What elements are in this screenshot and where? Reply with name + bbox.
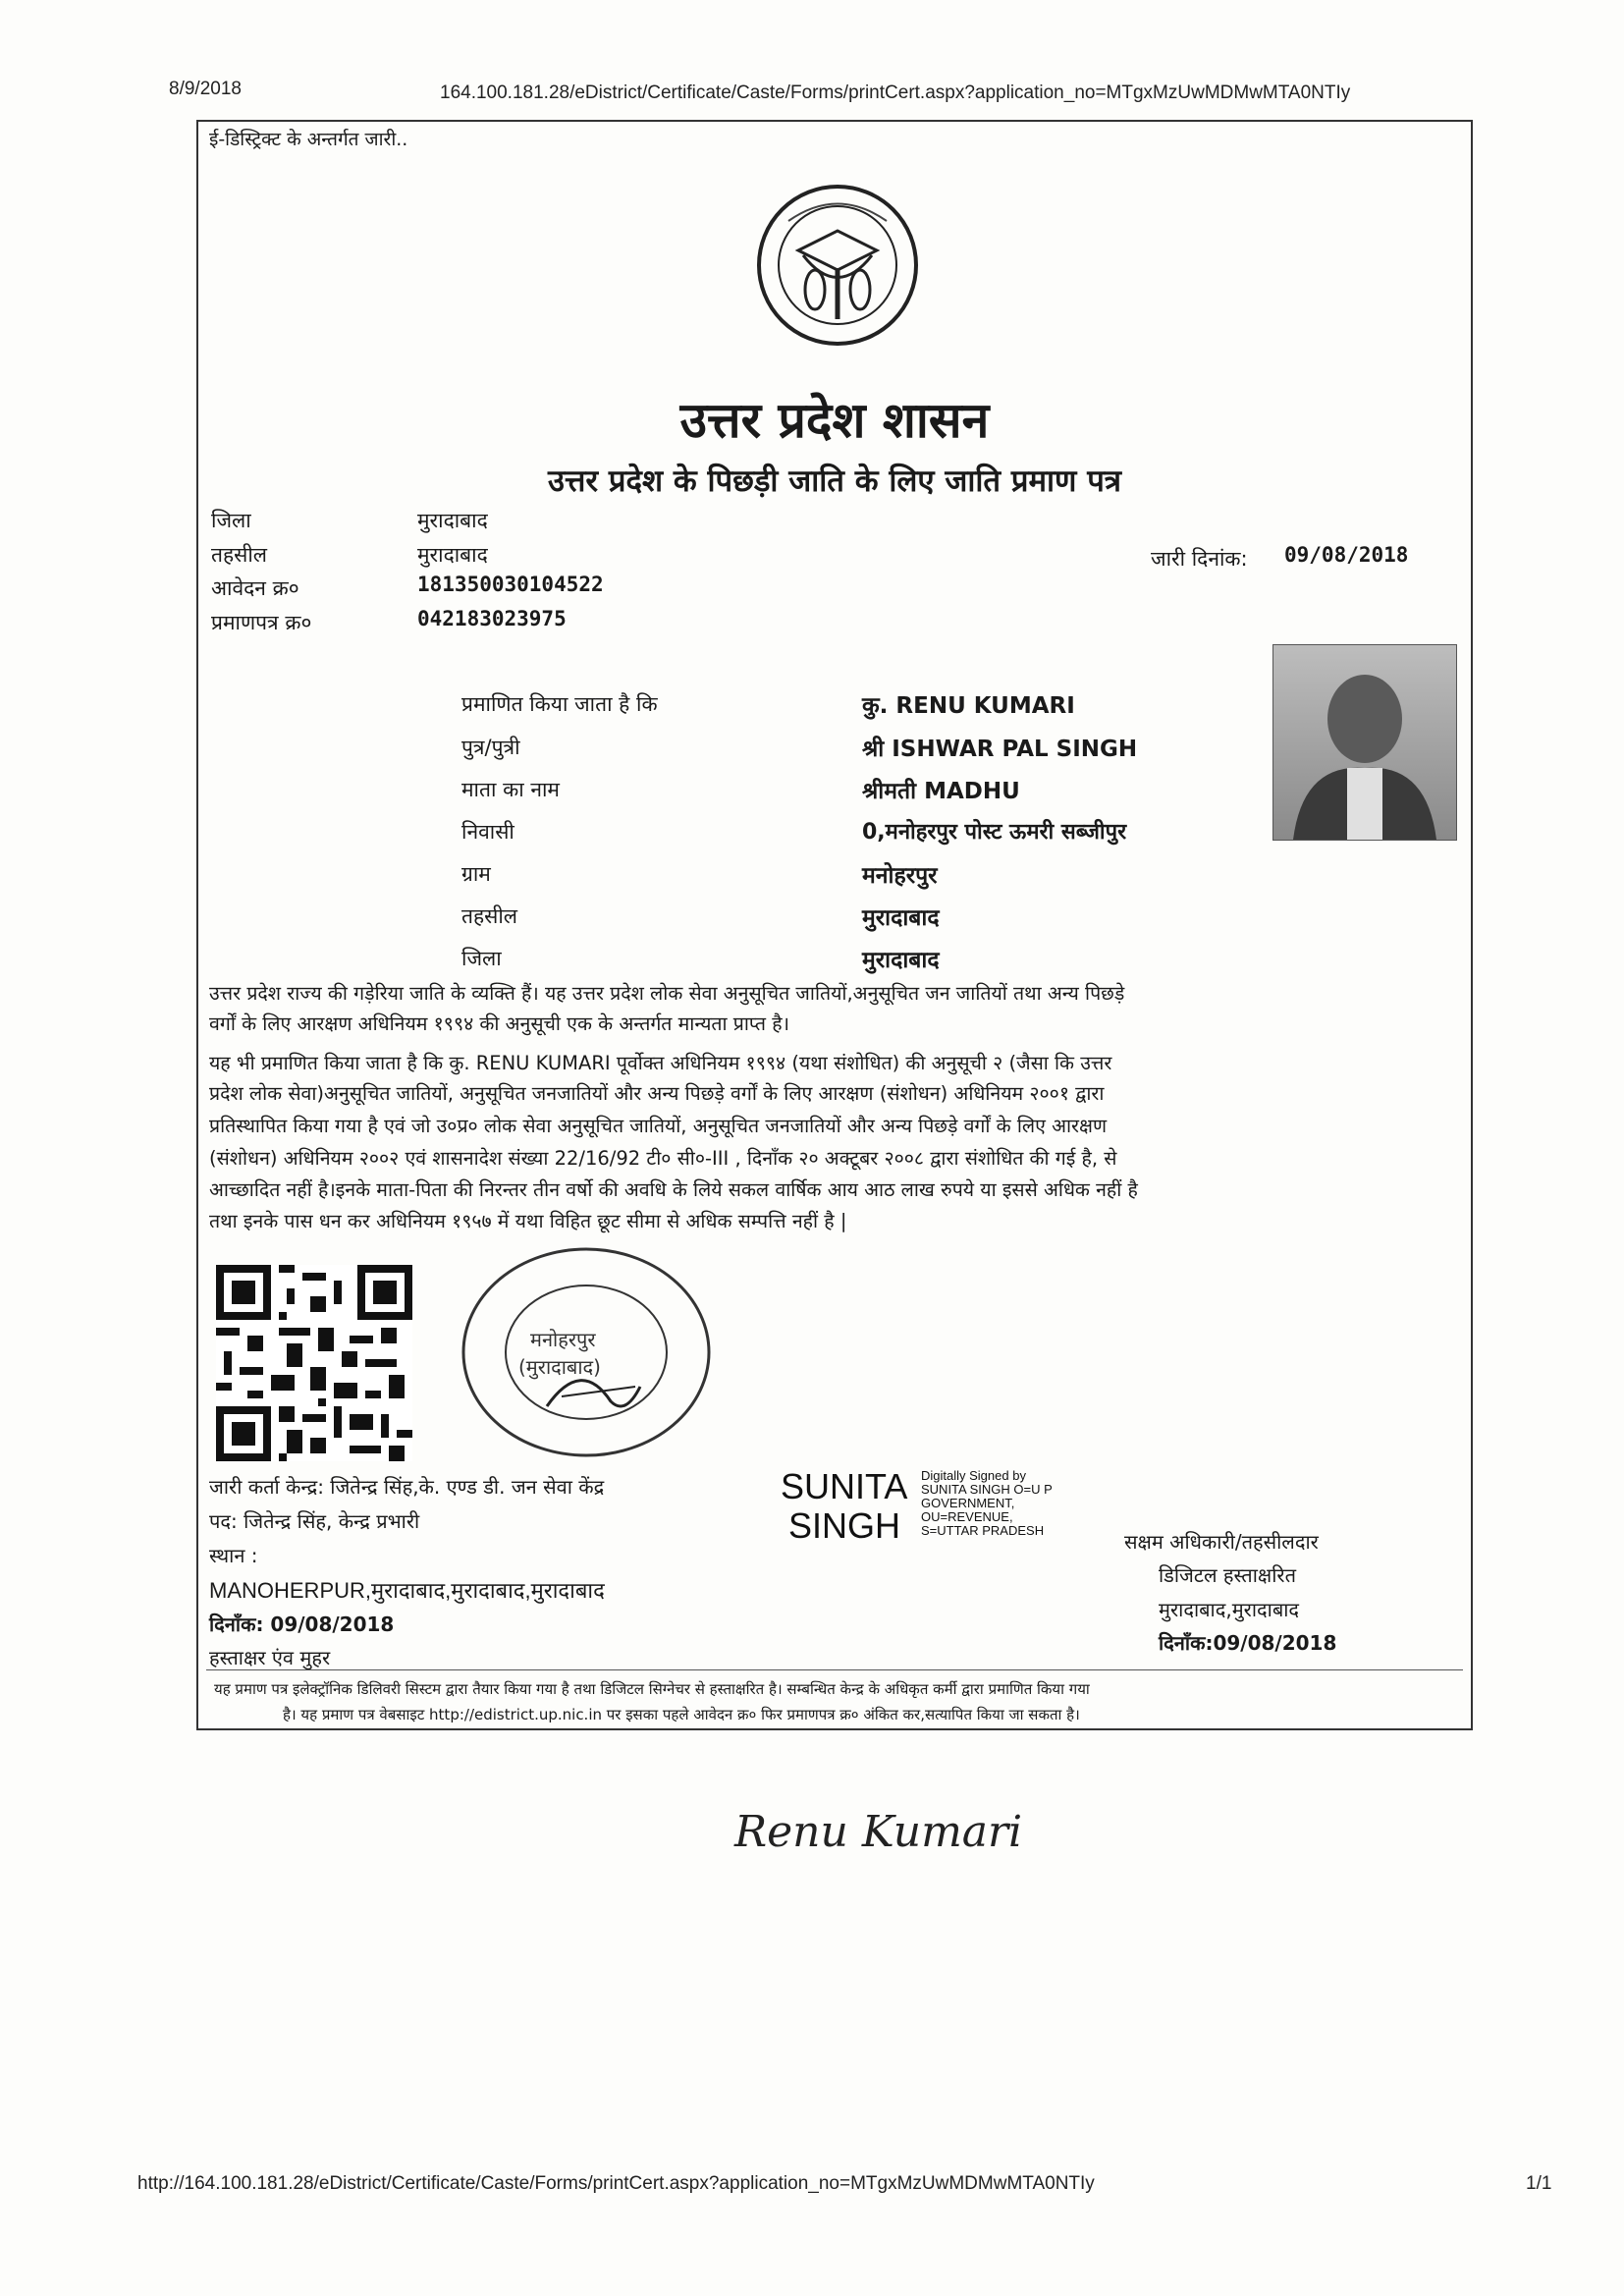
detail-village-label: ग्राम xyxy=(461,862,491,886)
print-url-bottom: http://164.100.181.28/eDistrict/Certificate/Caste/Forms/printCert.aspx?application_no=MTgxMzUwMDMwMTA0NTIy xyxy=(137,2173,1095,2194)
issuer-post: पद: जितेन्द्र सिंह, केन्द्र प्रभारी xyxy=(209,1509,420,1533)
digital-signature-detail-2: SUNITA SINGH O=U P xyxy=(921,1482,1053,1497)
digital-signature-detail-1: Digitally Signed by xyxy=(921,1468,1026,1483)
detail-district-value: मुरादाबाद xyxy=(862,948,940,973)
seal-district: (मुरादाबाद) xyxy=(518,1355,601,1379)
meta-application-value: 181350030104522 xyxy=(417,573,604,596)
issuer-center: जारी कर्ता केन्द्र: जितेन्द्र सिंह,के. एण्ड डी. जन सेवा केंद्र xyxy=(209,1475,605,1499)
paragraph-line-7: आच्छादित नहीं है।इनके माता-पिता की निरन्तर तीन वर्षो की अवधि के लिये सकल वार्षिक आय आठ लाख रुपये या इससे अधिक नहीं है xyxy=(209,1178,1138,1201)
digital-signature-detail-3: GOVERNMENT, xyxy=(921,1496,1015,1510)
detail-district-label: जिला xyxy=(461,947,502,970)
meta-certificate-value: 042183023975 xyxy=(417,607,567,630)
authority-date: दिनाँक:09/08/2018 xyxy=(1159,1631,1337,1655)
footnote-divider xyxy=(206,1669,1463,1670)
issuer-date: दिनाँक: 09/08/2018 xyxy=(209,1613,395,1636)
seal-place: मनोहरपुर xyxy=(530,1328,596,1351)
paragraph-line-4: प्रदेश लोक सेवा)अनुसूचित जातियों, अनुसूचित जनजातियों और अन्य पिछड़े वर्गों के लिए आरक्षण (संशोधन) अधिनियम २००१ द्वारा xyxy=(209,1082,1105,1105)
applicant-photo xyxy=(1272,644,1457,841)
print-date: 8/9/2018 xyxy=(169,79,242,99)
qr-code-icon xyxy=(216,1265,412,1461)
detail-village-value: मनोहरपुर xyxy=(862,863,938,889)
print-page-number: 1/1 xyxy=(1526,2173,1552,2194)
detail-mother-value: श्रीमती MADHU xyxy=(862,779,1020,804)
meta-application-label: आवेदन क्र० xyxy=(211,576,299,600)
detail-mother-label: माता का नाम xyxy=(461,778,560,801)
digital-signature-name-line2: SINGH xyxy=(788,1505,901,1546)
person-silhouette-icon xyxy=(1273,645,1456,840)
authority-title: सक्षम अधिकारी/तहसीलदार xyxy=(1124,1530,1319,1554)
footnote-line-1: यह प्रमाण पत्र इलेक्ट्रॉनिक डिलिवरी सिस्टम द्वारा तैयार किया गया है तथा डिजिटल सिग्नेचर से हस्ताक्षरित है। सम्बन्धित केन्द्र के अधिकृत कर्मी द्वारा प्रमाणित किया गया xyxy=(214,1680,1090,1698)
print-url-top: 164.100.181.28/eDistrict/Certificate/Caste/Forms/printCert.aspx?application_no=MTgxMzUwMDMwMTA0NTIy xyxy=(440,82,1351,103)
detail-father-value: श्री ISHWAR PAL SINGH xyxy=(862,737,1138,762)
authority-signed: डिजिटल हस्ताक्षरित xyxy=(1159,1563,1296,1587)
meta-tehsil-value: मुरादाबाद xyxy=(417,543,488,567)
certificate-subtitle: उत्तर प्रदेश के पिछड़ी जाति के लिए जाति प्रमाण पत्र xyxy=(548,464,1121,499)
footnote-line-2: है। यह प्रमाण पत्र वेबसाइट http://edistrict.up.nic.in पर इसका पहले आवेदन क्र० फिर प्रमाणपत्र क्र० अंकित कर,सत्यापित किया जा सकता है। xyxy=(283,1706,1080,1723)
paragraph-line-6: (संशोधन) अधिनियम २००२ एवं शासनादेश संख्या 22/16/92 टी० सी०-III , दिनाँक २० अक्टूबर २००८ द्वारा संशोधित की गई है, से xyxy=(209,1147,1117,1170)
detail-certified-value: कु. RENU KUMARI xyxy=(862,693,1075,719)
meta-district-value: मुरादाबाद xyxy=(417,509,488,532)
paragraph-line-1: उत्तर प्रदेश राज्य की गड़ेरिया जाति के व्यक्ति हैं। यह उत्तर प्रदेश लोक सेवा अनुसूचित जातियों,अनुसूचित जन जातियों तथा अन्य पिछड़े xyxy=(209,982,1125,1005)
up-govt-emblem-icon xyxy=(754,182,921,349)
detail-resident-value: 0,मनोहरपुर पोस्ट ऊमरी सब्जीपुर xyxy=(862,820,1127,845)
detail-child-of-label: पुत्र/पुत्री xyxy=(461,736,520,759)
issued-under-text: ई-डिस्ट्रिक्ट के अन्तर्गत जारी.. xyxy=(209,129,408,150)
detail-resident-label: निवासी xyxy=(461,820,514,844)
detail-tehsil-value: मुरादाबाद xyxy=(862,905,940,931)
issuer-place: MANOHERPUR,मुरादाबाद,मुरादाबाद,मुरादाबाद xyxy=(209,1578,605,1603)
meta-tehsil-label: तहसील xyxy=(211,543,267,567)
paragraph-line-2: वर्गों के लिए आरक्षण अधिनियम १९९४ की अनुसूची एक के अन्तर्गत मान्यता प्राप्त है। xyxy=(209,1012,789,1035)
govt-title: उत्तर प्रदेश शासन xyxy=(679,392,990,449)
digital-signature-name-line1: SUNITA xyxy=(781,1466,908,1506)
issuer-sign-seal: हस्ताक्षर एंव मुहर xyxy=(209,1646,331,1669)
issue-date-value: 09/08/2018 xyxy=(1284,543,1409,567)
issuer-place-label: स्थान : xyxy=(209,1544,258,1567)
paragraph-line-5: प्रतिस्थापित किया गया है एवं जो उ०प्र० लोक सेवा अनुसूचित जातियों, अनुसूचित जनजातियों और अन्य पिछड़े वर्गों के लिए आरक्षण xyxy=(209,1115,1108,1137)
official-seal-icon xyxy=(454,1239,719,1465)
digital-signature-detail-4: OU=REVENUE, xyxy=(921,1509,1013,1524)
digital-signature-detail-5: S=UTTAR PRADESH xyxy=(921,1523,1045,1538)
meta-certificate-label: प्रमाणपत्र क्र० xyxy=(211,611,312,634)
paragraph-line-3: यह भी प्रमाणित किया जाता है कि कु. RENU KUMARI पूर्वोक्त अधिनियम १९९४ (यथा संशोधित) की अनुसूची २ (जैसा कि उत्तर xyxy=(209,1052,1112,1074)
handwritten-signature: Renu Kumari xyxy=(734,1807,1023,1857)
meta-district-label: जिला xyxy=(211,509,251,532)
detail-tehsil-label: तहसील xyxy=(461,904,517,928)
paragraph-line-8: तथा इनके पास धन कर अधिनियम १९५७ में यथा विहित छूट सीमा से अधिक सम्पत्ति नहीं है | xyxy=(209,1210,847,1232)
issue-date-label: जारी दिनांक: xyxy=(1151,547,1248,571)
authority-place: मुरादाबाद,मुरादाबाद xyxy=(1159,1598,1300,1621)
detail-certified-label: प्रमाणित किया जाता है कि xyxy=(461,692,658,716)
